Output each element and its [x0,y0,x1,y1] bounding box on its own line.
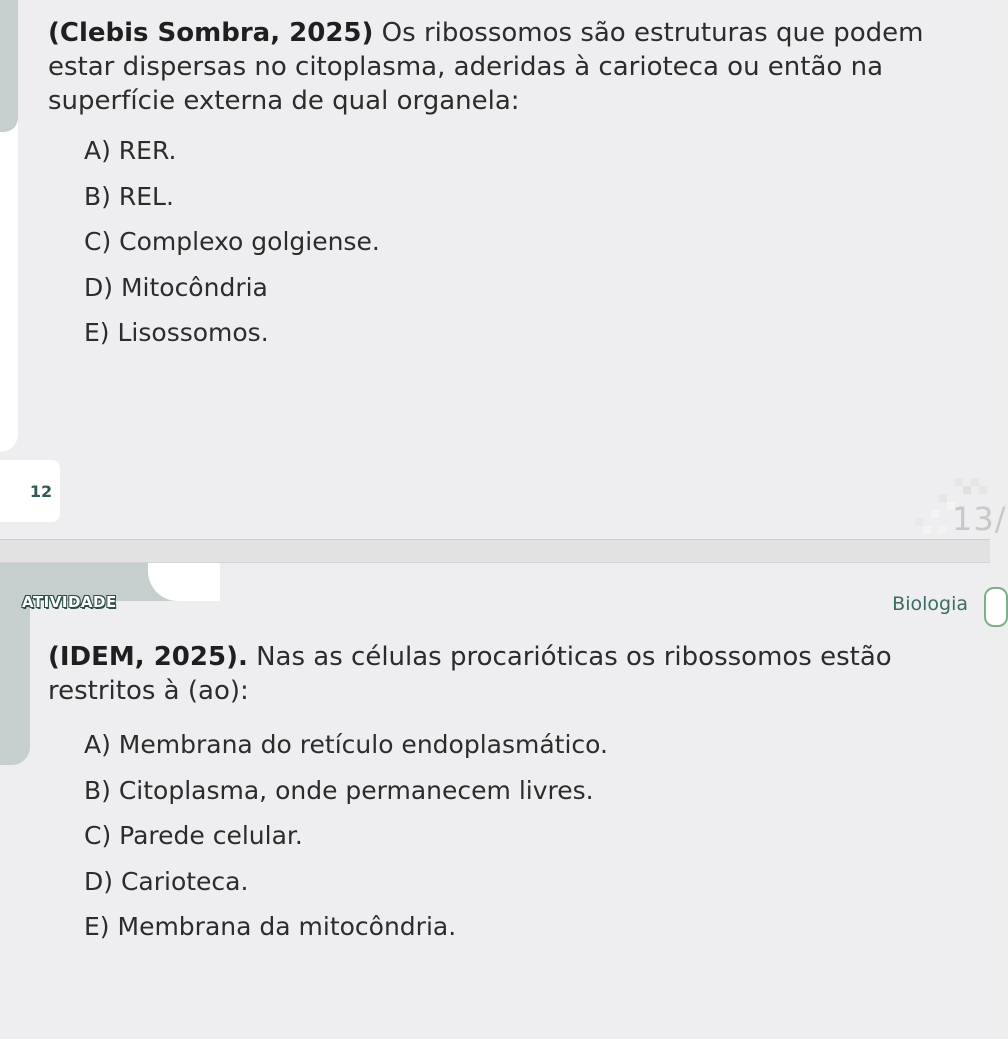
activity-label: ATIVIDADE [22,593,117,611]
next-page-number: 13/ [952,500,1007,538]
page-number: 12 [22,460,60,522]
subject-label: Biologia [892,593,968,615]
option-b: B) Citoplasma, onde permanecem livres. [84,775,594,805]
question-body: Os ribossomos são estruturas que podem estar dispersas no citoplasma, aderidas à carioteca ou então na superfície externa de qual organela: [48,18,924,116]
question-text [48,640,988,708]
slide-13 [0,563,990,1039]
question-reference: (IDEM, 2025). [48,642,248,672]
options-list [84,722,608,950]
question-reference: (Clebis Sombra, 2025) [48,18,374,48]
option-e: E) Membrana da mitocôndria. [84,912,457,942]
option-a: A) Membrana do retículo endoplasmático. [84,730,608,759]
option-d: D) Carioteca. [84,866,249,896]
option-c: C) Complexo golgiense. [84,227,380,257]
separator-line-top [0,539,990,540]
subject-pill [984,587,1008,627]
question-body: Nas as células procarióticas os ribossomos estão restritos à (ao): [48,642,892,706]
option-b: B) REL. [84,181,174,211]
option-a: A) RER. [84,136,177,165]
slide-separator [0,540,990,562]
option-c: C) Parede celular. [84,821,303,851]
side-accent [0,0,18,132]
options-list [84,128,380,356]
question-text [48,16,988,118]
option-e: E) Lisossomos. [84,318,269,348]
option-d: D) Mitocôndria [84,272,268,302]
side-accent [0,601,30,765]
